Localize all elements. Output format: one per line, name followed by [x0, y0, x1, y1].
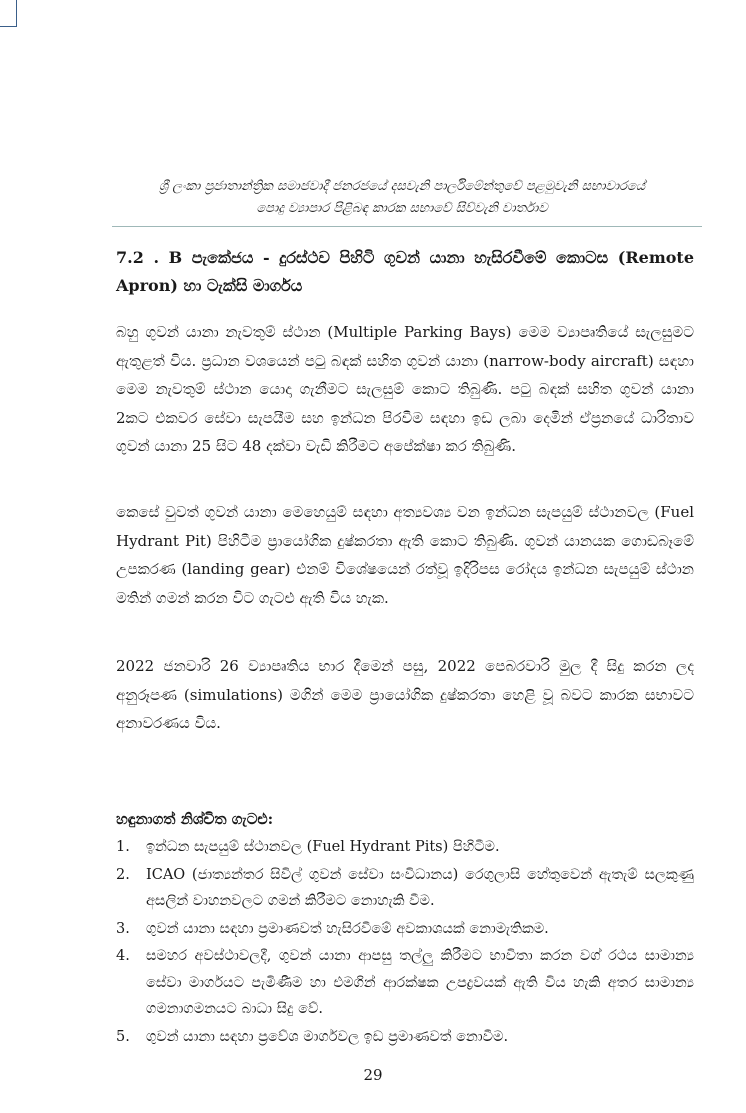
- list-item: [116, 834, 694, 861]
- list-item-number: 1.: [116, 839, 130, 855]
- paragraph-fuel-hydrant: කෙසේ වුවත් ගුවන් යානා මෙහෙයුම් සඳහා අත්‍යවශ්‍ය වන ඉන්ධන සැපයුම් ස්ථානවල (Fuel Hydrant Pit) පිහිටීම ප්‍රායෝගික දුෂ්කරතා ඇති කොට තිබුණි. ගුවන් යානයක ගොඩබෑමේ උපකරණ (landing gear) එනම් විශේෂයෙන් රත්වූ ඉදිරිපස රෝදය ඉන්ධන සැපයුම් ස්ථාන මතින් ගමන් කරන විට ගැටළු ඇති විය හැක.: [116, 503, 694, 607]
- header-line-1: ශ්‍රී ලංකා ප්‍රජාතාන්ත්‍රික සමාජවාදී ජනරජයේ දසවැනි පාර්ලිමේන්තුවේ පළමුවැනි සභාවාරයේ: [158, 179, 646, 194]
- list-item: [116, 916, 694, 943]
- page-corner-mark: [0, 0, 17, 27]
- list-item: [116, 1024, 694, 1051]
- list-item-number: 4.: [116, 948, 130, 964]
- header-divider: [112, 226, 702, 227]
- header-line-2: පොදු ව්‍යාපාර පිළිබඳ කාරක සභාවේ සිව්වැනි වාර්තාව: [256, 201, 548, 216]
- list-item-text: ගුවන් යානා සඳහා ප්‍රමාණවත් හැසිරවීමේ අවකාශයක් නොමැතිකම.: [146, 920, 549, 937]
- list-item-number: 3.: [116, 920, 130, 937]
- paragraph-simulations: 2022 ජනවාරි 26 ව්‍යාපෘතිය භාර දීමෙන් පසු, 2022 පෙබරවාරි මුල දී සිදු කරන ලද අනුරූපණ (simulations) මගින් මෙම ප්‍රායෝගික දුෂ්කරතා හෙළි වූ බවට කාරක සභාවට අනාවරණය විය.: [116, 657, 694, 733]
- list-item: [116, 862, 694, 915]
- list-item-text: ICAO (ජාත්‍යන්තර සිවිල් ගුවන් සේවා සංවිධානය) රෙගුලාසි හේතුවෙන් ඇතැම් සලකුණු අසලින් වාහනවලට ගමන් කිරීමට නොහැකි වීම.: [146, 866, 694, 909]
- paragraph-parking-bays: බහු ගුවන් යානා නැවතුම් ස්ථාන (Multiple Parking Bays) මෙම ව්‍යාපෘතියේ සැලසුමට ඇතුළත් විය. ප්‍රධාන වශයෙන් පටු බඳක් සහිත ගුවන් යානා (narrow-body aircraft) සඳහා මෙම නැවතුම් ස්ථාන යොදා ගැනීමට සැලසුම් කොට තිබුණි. පටු බඳක් සහිත ගුවන් යානා 2කට එකවර සේවා සැපයීම සහ ඉන්ධන පිරවීම සඳහා ඉඩ ලබා දෙමින් ඒප්‍රනයේ ධාරිතාව ගුවන් යානා 25 සිට 48 දක්වා වැඩි කිරීමට අපේක්ෂා කර තිබුණි.: [116, 323, 694, 456]
- report-header: [112, 176, 692, 220]
- list-item-text: සමහර අවස්ථාවලදී, ගුවන් යානා ආපසු තල්ලු කිරීමට භාවිතා කරන වග් රථය සාමාන්‍ය සේවා මාර්ගයට පැමිණීම හා එමගින් ආරක්ෂක උපද්‍රවයක් ඇති විය හැකි අතර සාමාන්‍ය ගමනාගමනයට බාධා සිදු වේ.: [146, 948, 694, 1017]
- list-item: [116, 943, 694, 1023]
- list-item-text: ගුවන් යානා සඳහා ප්‍රවේශ මාර්ගවල ඉඩ ප්‍රමාණවත් නොවීම.: [146, 1028, 509, 1045]
- issues-title: හඳුනාගත් නිශ්චිත ගැටළු:: [116, 810, 274, 828]
- list-item-number: 5.: [116, 1028, 130, 1045]
- page-number: 29: [363, 1066, 383, 1084]
- section-heading: 7.2 . B පැකේජය - දුරස්ථව පිහිටි ගුවන් යානා හැසිරවීමේ කොටස (Remote Apron) හා ටැක්සි මාර්ගය: [116, 248, 694, 295]
- list-item-number: 2.: [116, 866, 130, 883]
- list-item-text: ඉන්ධන සැපයුම් ස්ථානවල (Fuel Hydrant Pits) පිහිටීම.: [146, 839, 500, 855]
- issues-list: [116, 834, 694, 1051]
